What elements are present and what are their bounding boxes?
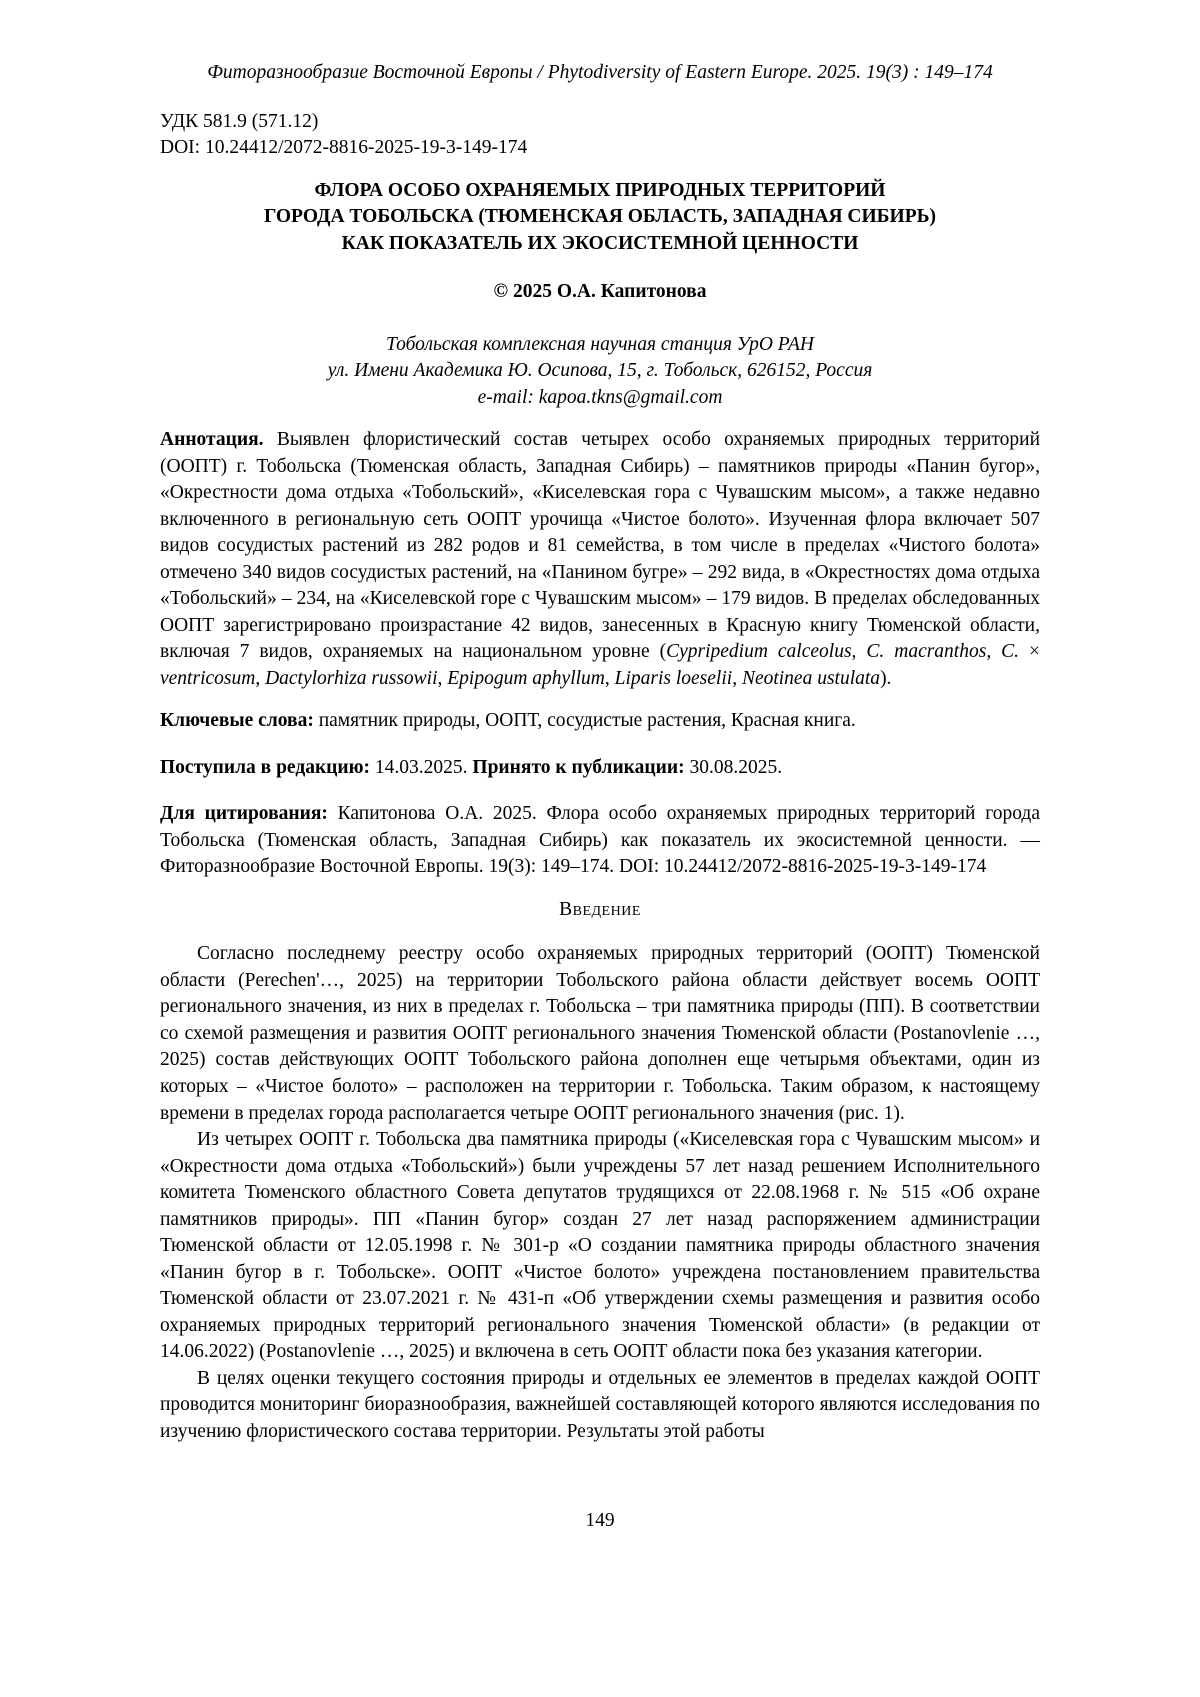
article-title-line-1: ФЛОРА ОСОБО ОХРАНЯЕМЫХ ПРИРОДНЫХ ТЕРРИТОРИЙ (314, 179, 886, 201)
introduction-section (160, 941, 1040, 1445)
text-segment: , (986, 641, 1002, 663)
intro-paragraph-1: Согласно последнему реестру особо охраняемых природных территорий (ООПТ) Тюменской области (Perechen'…, 2025) на территории Тобольского района области действует восемь ООПТ регионального значения, из них в пределах г. Тобольска – три памятника природы (ПП). В соответствии со схемой размещения и развития ООПТ регионального значения Тюменской области (Postanovlenie …, 2025) состав действующих ООПТ Тобольского района дополнен еще четырьмя объектами, один из которых – «Чистое болото» – расположен на территории г. Тобольска. Таким образом, к настоящему времени в пределах города располагается четыре ООПТ регионального значения (рис. 1). (160, 943, 1040, 1124)
meta-block (160, 109, 1040, 162)
intro-paragraph-3: В целях оценки текущего состояния природы и отдельных ее элементов в пределах каждой ООПТ проводится мониторинг биоразнообразия, важнейшей составляющей которого являются исследования по изучению флористического состава территории. Результаты этой работы (160, 1367, 1040, 1442)
text-segment: , (732, 667, 742, 689)
text-segment: Ключевые слова: (160, 710, 319, 732)
text-segment: ventricosum (160, 667, 256, 689)
text-segment: 30.08.2025. (689, 756, 783, 778)
affiliation-address: ул. Имени Академика Ю. Осипова, 15, г. Тобольск, 626152, Россия (327, 360, 873, 382)
text-segment: Аннотация. (160, 429, 277, 451)
text-segment: ). (880, 667, 892, 689)
text-segment: C. macranthos (866, 641, 987, 663)
text-segment: C. (1001, 641, 1020, 663)
text-segment: Dactylorhiza russowii (265, 667, 438, 689)
text-segment: памятник природы, ООПТ, сосудистые растения, Красная книга. (318, 710, 856, 732)
article-title-line-3: КАК ПОКАЗАТЕЛЬ ИХ ЭКОСИСТЕМНОЙ ЦЕННОСТИ (341, 232, 859, 254)
citation-paragraph (160, 801, 1040, 881)
text-segment: Cypripedium calceolus (666, 641, 852, 663)
affiliation-email: e-mail: kapoa.tkns@gmail.com (477, 386, 723, 408)
section-heading-introduction: Введение (559, 898, 641, 920)
intro-paragraph-2: Из четырех ООПТ г. Тобольска два памятника природы («Киселевская гора с Чувашским мысом» и «Окрестности дома отдыха «Тобольский») были учреждены 57 лет назад решением Исполнительного комитета Тюменского областного Совета депутатов трудящихся от 22.08.1968 г. № 515 «Об охране памятников природы». ПП «Панин бугор» создан 27 лет назад распоряжением администрации Тюменской области от 12.05.1998 г. № 301-р «О создании памятника природы областного значения «Панин бугор в г. Тобольске». ООПТ «Чистое болото» учреждена постановлением правительства Тюменской области от 23.07.2021 г. № 431-п «Об утверждении схемы размещения и развития особо охраняемых природных территорий регионального значения Тюменской области» (в редакции от 14.06.2022) (Postanovlenie …, 2025) и включена в сеть ООПТ области пока без указания категории. (160, 1129, 1040, 1363)
page-number: 149 (585, 1510, 615, 1532)
text-segment: , (604, 667, 615, 689)
affiliation-block (160, 332, 1040, 412)
text-segment: , (255, 667, 266, 689)
text-segment: Для цитирования: (160, 803, 338, 825)
doi-line: DOI: 10.24412/2072-8816-2025-19-3-149-174 (160, 137, 528, 159)
text-segment: Поступила в редакцию: (160, 756, 375, 778)
article-title (160, 178, 1040, 258)
text-segment: Liparis loeselii (614, 667, 733, 689)
udc-line: УДК 581.9 (571.12) (160, 110, 319, 132)
text-segment: Epipogum aphyllum (447, 667, 605, 689)
text-segment: Выявлен флористический состав четырех особо охраняемых природных территорий (ООПТ) г. Тобольска (Тюменская область, Западная Сибирь) – памятников природы «Панин бугор», «Окрестности дома отдыха «Тобольский», «Киселевская гора с Чувашским мысом», а также недавно включенного в региональную сеть ООПТ урочища «Чистое болото». Изученная флора включает 507 видов сосудистых растений из 282 родов и 81 семейства, в том числе в пределах «Чистого болота» отмечено 340 видов сосудистых растений, на «Панином бугре» – 292 вида, в «Окрестностях дома отдыха «Тобольский» – 234, на «Киселевской горе с Чувашским мысом» – 179 видов. В пределах обследованных ООПТ зарегистрировано произрастание 42 видов, занесенных в Красную книгу Тюменской области, включая 7 видов, охраняемых на национальном уровне ( (160, 429, 1041, 663)
copyright-author: © 2025 О.А. Капитонова (493, 281, 707, 303)
text-segment: Принято к публикации: (472, 756, 690, 778)
text-segment: × (1019, 641, 1041, 663)
article-title-line-2: ГОРОДА ТОБОЛЬСКА (ТЮМЕНСКАЯ ОБЛАСТЬ, ЗАПАДНАЯ СИБИРЬ) (263, 206, 937, 228)
abstract-paragraph (160, 427, 1040, 692)
text-segment: , (437, 667, 448, 689)
journal-header: Фиторазнообразие Восточной Европы / Phytodiversity of Eastern Europe. 2025. 19(3) : 149–174 (207, 62, 993, 83)
text-segment: Neotinea ustulata (741, 667, 881, 689)
text-segment: 14.03.2025. (374, 756, 473, 778)
dates-line (160, 755, 1040, 782)
text-segment: , (851, 641, 867, 663)
affiliation-name: Тобольская комплексная научная станция УрО РАН (386, 333, 814, 355)
keywords-line (160, 708, 1040, 735)
text-segment: Капитонова О.А. 2025. Флора особо охраняемых природных территорий города Тобольска (Тюменская область, Западная Сибирь) как показатель их экосистемной ценности. — Фиторазнообразие Восточной Европы. 19(3): 149–174. DOI: 10.24412/2072-8816-2025-19-3-149-174 (160, 803, 1040, 878)
